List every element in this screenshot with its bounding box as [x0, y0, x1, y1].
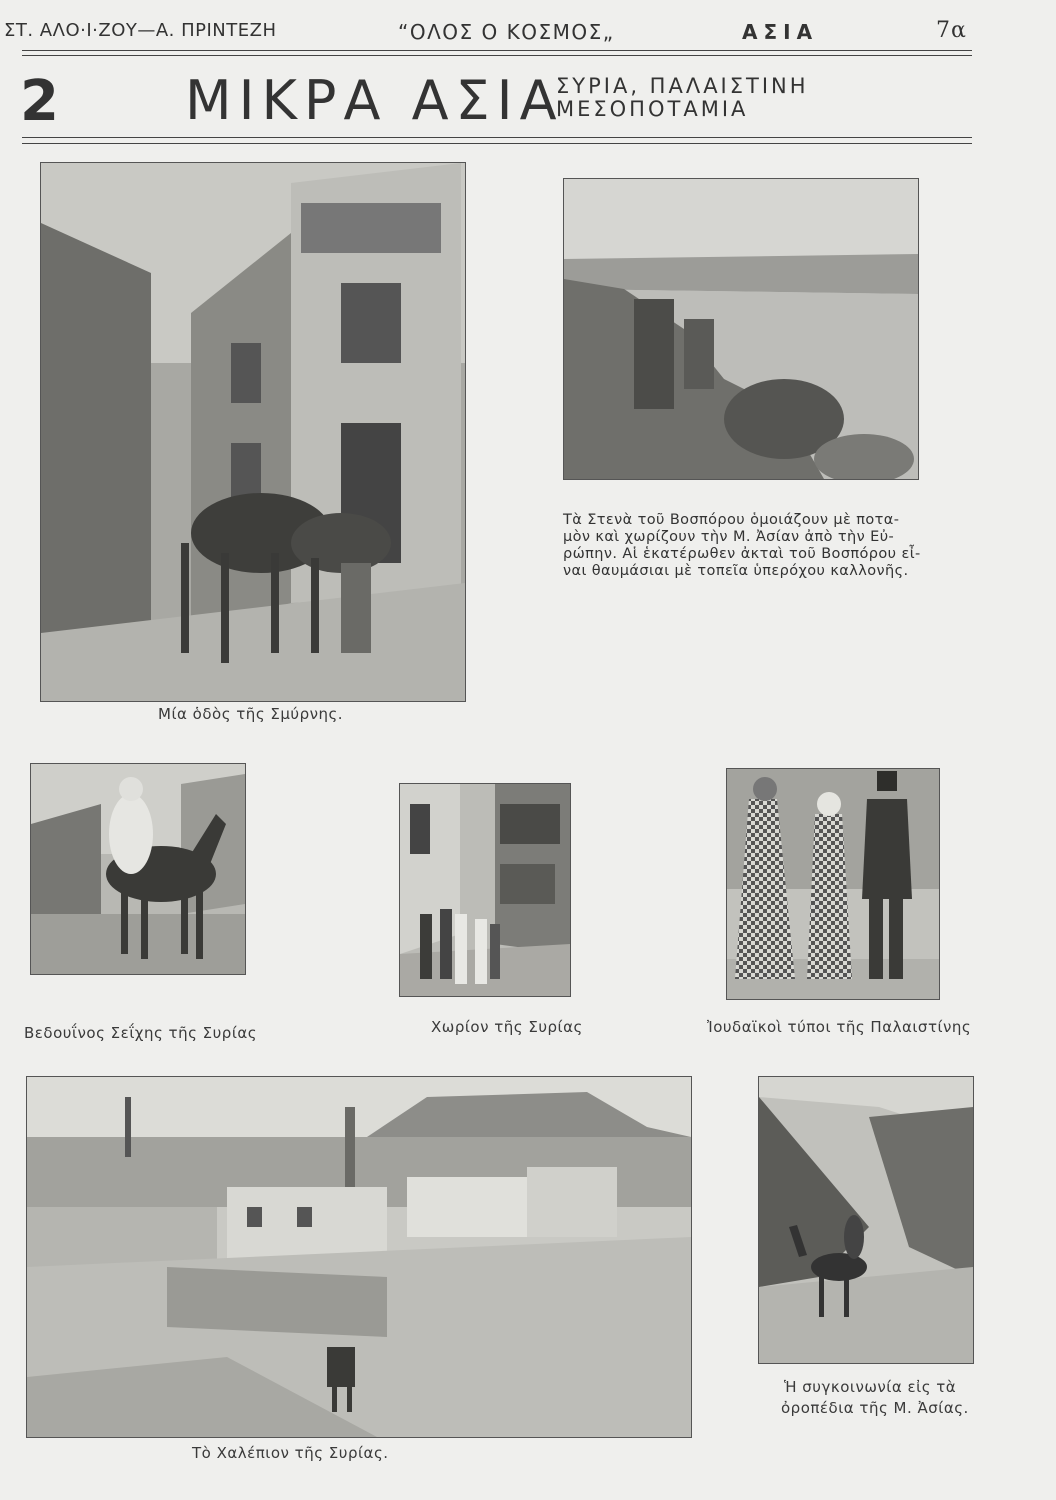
caption-bosporus-line3: ρώπην. Αἱ ἑκατέρωθεν ἀκταὶ τοῦ Βοσπόρου εἶ- [563, 546, 921, 562]
header-authors: ΣΤ. ΑΛΟ·Ι·ΖΟΥ—Α. ΠΡΙΝΤΕΖΗ [4, 20, 277, 41]
caption-smyrna: Μία ὁδὸς τῆς Σμύρνης. [158, 705, 344, 723]
caption-aleppo: Τὸ Χαλέπιον τῆς Συρίας. [192, 1444, 389, 1462]
photo-bedouin-sheikh [30, 763, 246, 975]
caption-village: Χωρίον τῆς Συρίας [431, 1018, 583, 1036]
photo-aleppo [26, 1076, 692, 1438]
header-continent: ΑΣΙΑ [742, 20, 819, 44]
title-rule [22, 137, 972, 138]
header-rule-top-thin [22, 55, 972, 56]
header-rule-top [22, 50, 972, 51]
caption-plateau-line1: Ἡ συγκοινωνία εἰς τὰ [784, 1378, 957, 1396]
caption-plateau-line2: ὀροπέδια τῆς Μ. Ἀσίας. [781, 1399, 969, 1417]
photo-bosporus [563, 178, 919, 480]
caption-bosporus-line4: ναι θαυμάσιαι μὲ τοπεῖα ὑπερόχου καλλονῆς. [563, 563, 909, 579]
caption-bedouin: Βεδουΐνος Σεΐχης τῆς Συρίας [24, 1024, 258, 1042]
photo-smyrna-street [40, 162, 466, 702]
photo-plateau-camels [758, 1076, 974, 1364]
photo-jewish-types [726, 768, 940, 1000]
caption-bosporus-line2: μὸν καὶ χωρίζουν τὴν Μ. Ἀσίαν ἀπὸ τὴν Εὐ- [563, 529, 895, 545]
header-series-title: “ΟΛΟΣ Ο ΚΟΣΜΟΣ„ [398, 20, 615, 44]
caption-bosporus [563, 512, 919, 580]
section-number: 2 [20, 69, 59, 134]
page-number: 7α [936, 18, 967, 43]
page-subtitle-line2: ΜΕΣΟΠΟΤΑΜΙΑ [556, 97, 749, 121]
photo-syrian-village [399, 783, 571, 997]
caption-jewish-types: Ἰουδαϊκοὶ τύποι τῆς Παλαιστίνης [707, 1018, 972, 1036]
title-rule-thin [22, 143, 972, 144]
page-title: ΜΙΚΡΑ ΑΣΙΑ [185, 69, 564, 132]
caption-bosporus-line1: Τὰ Στενὰ τοῦ Βοσπόρου ὁμοιάζουν μὲ ποτα- [563, 512, 900, 528]
page-subtitle-line1: ΣΥΡΙΑ, ΠΑΛΑΙΣΤΙΝΗ [556, 74, 809, 98]
